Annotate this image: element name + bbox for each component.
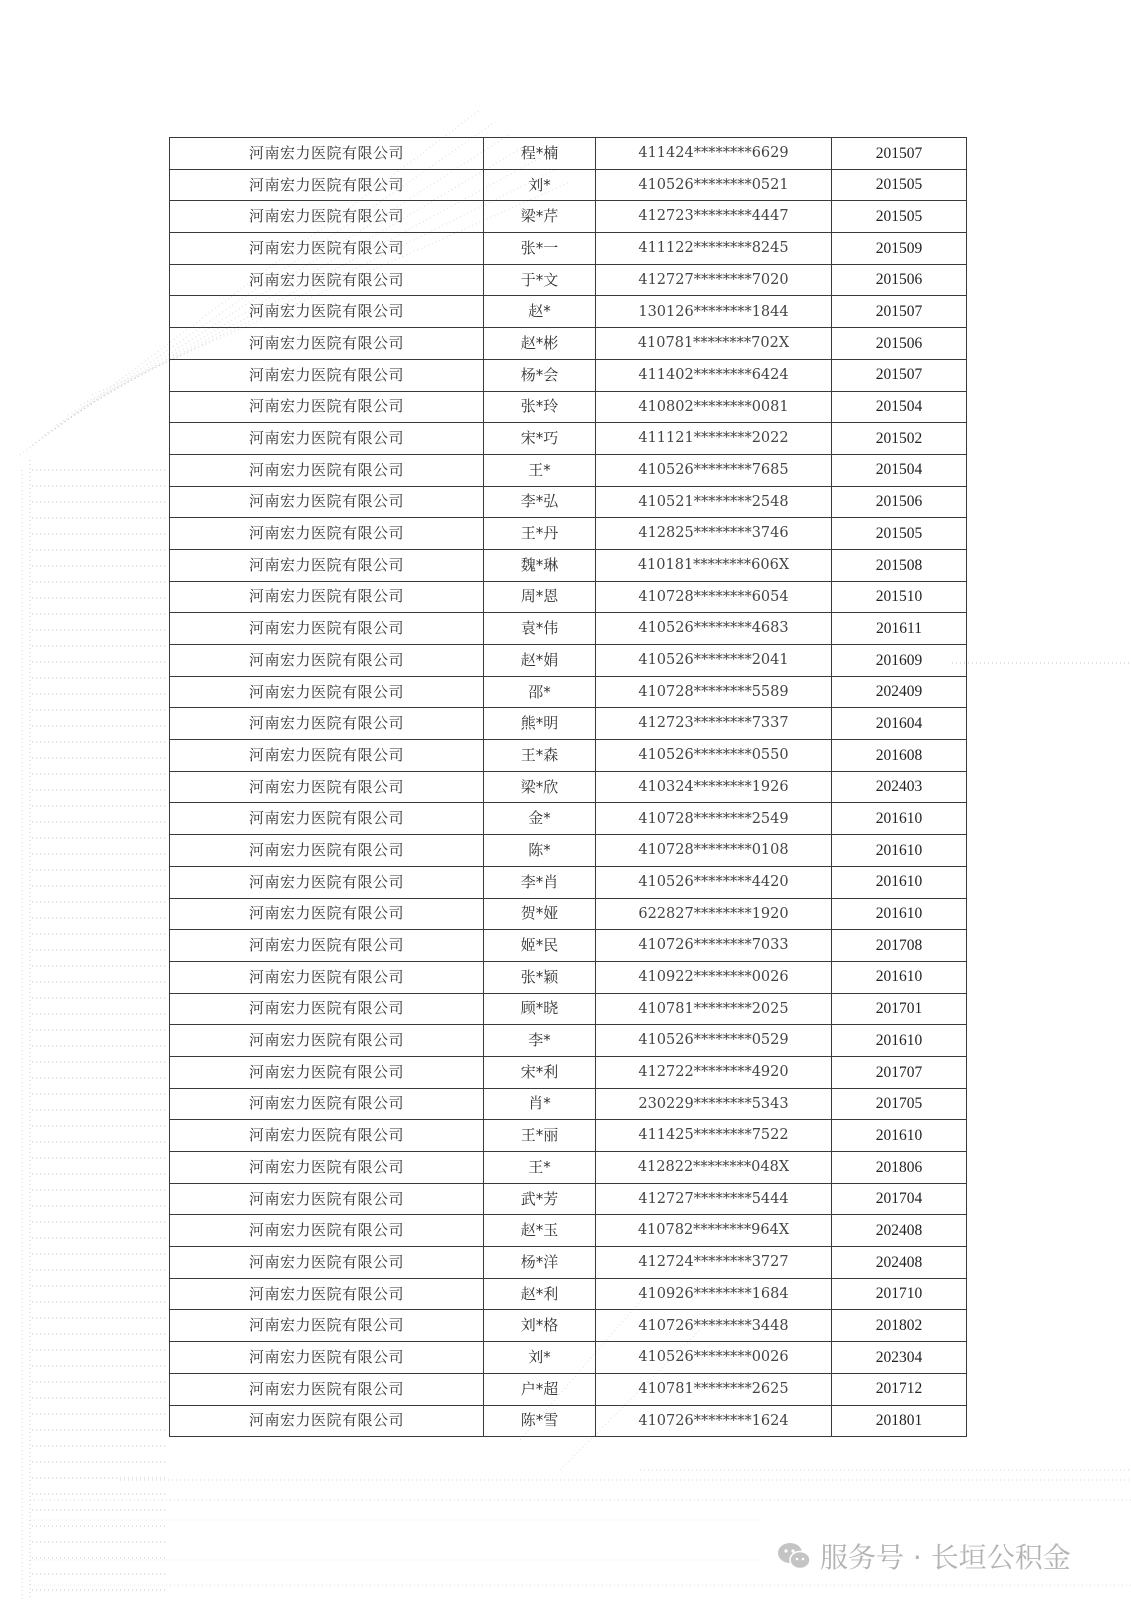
name-cell: 王*丽 bbox=[484, 1120, 596, 1152]
table-row bbox=[170, 866, 967, 898]
start-month-cell: 202408 bbox=[832, 1215, 967, 1247]
name-cell: 宋*巧 bbox=[484, 423, 596, 455]
start-month-cell: 201502 bbox=[832, 423, 967, 455]
id-number-cell: 410181********606X bbox=[596, 549, 832, 581]
name-cell: 杨*洋 bbox=[484, 1247, 596, 1279]
id-number-cell: 412825********3746 bbox=[596, 518, 832, 550]
name-cell: 张*颖 bbox=[484, 961, 596, 993]
name-cell: 袁*伟 bbox=[484, 613, 596, 645]
name-cell: 肖* bbox=[484, 1088, 596, 1120]
id-number-cell: 412723********7337 bbox=[596, 708, 832, 740]
company-cell: 河南宏力医院有限公司 bbox=[170, 1342, 484, 1374]
id-number-cell: 410726********7033 bbox=[596, 930, 832, 962]
table-row bbox=[170, 328, 967, 360]
name-cell: 赵*玉 bbox=[484, 1215, 596, 1247]
company-cell: 河南宏力医院有限公司 bbox=[170, 613, 484, 645]
id-number-cell: 410781********702X bbox=[596, 328, 832, 360]
id-number-cell: 412723********4447 bbox=[596, 201, 832, 233]
id-number-cell: 411122********8245 bbox=[596, 233, 832, 265]
watermark-text: 服务号 · 长垣公积金 bbox=[820, 1541, 1071, 1574]
company-cell: 河南宏力医院有限公司 bbox=[170, 708, 484, 740]
table-row bbox=[170, 1310, 967, 1342]
id-number-cell: 410728********6054 bbox=[596, 581, 832, 613]
id-number-cell: 410728********0108 bbox=[596, 835, 832, 867]
company-cell: 河南宏力医院有限公司 bbox=[170, 328, 484, 360]
start-month-cell: 201704 bbox=[832, 1183, 967, 1215]
company-cell: 河南宏力医院有限公司 bbox=[170, 835, 484, 867]
company-cell: 河南宏力医院有限公司 bbox=[170, 518, 484, 550]
id-number-cell: 411402********6424 bbox=[596, 359, 832, 391]
table-row bbox=[170, 138, 967, 170]
records-table-body bbox=[170, 138, 967, 1437]
table-row bbox=[170, 359, 967, 391]
name-cell: 赵*利 bbox=[484, 1278, 596, 1310]
table-row bbox=[170, 993, 967, 1025]
company-cell: 河南宏力医院有限公司 bbox=[170, 454, 484, 486]
id-number-cell: 410526********0529 bbox=[596, 1025, 832, 1057]
company-cell: 河南宏力医院有限公司 bbox=[170, 1088, 484, 1120]
table-row bbox=[170, 233, 967, 265]
id-number-cell: 410781********2025 bbox=[596, 993, 832, 1025]
name-cell: 刘*格 bbox=[484, 1310, 596, 1342]
name-cell: 张*一 bbox=[484, 233, 596, 265]
start-month-cell: 201510 bbox=[832, 581, 967, 613]
company-cell: 河南宏力医院有限公司 bbox=[170, 359, 484, 391]
table-row bbox=[170, 486, 967, 518]
name-cell: 魏*琳 bbox=[484, 549, 596, 581]
name-cell: 邵* bbox=[484, 676, 596, 708]
company-cell: 河南宏力医院有限公司 bbox=[170, 1056, 484, 1088]
company-cell: 河南宏力医院有限公司 bbox=[170, 645, 484, 677]
id-number-cell: 411425********7522 bbox=[596, 1120, 832, 1152]
id-number-cell: 410526********0521 bbox=[596, 169, 832, 201]
records-table bbox=[169, 137, 967, 1437]
start-month-cell: 201611 bbox=[832, 613, 967, 645]
company-cell: 河南宏力医院有限公司 bbox=[170, 1405, 484, 1437]
name-cell: 陈* bbox=[484, 835, 596, 867]
name-cell: 杨*会 bbox=[484, 359, 596, 391]
start-month-cell: 201707 bbox=[832, 1056, 967, 1088]
company-cell: 河南宏力医院有限公司 bbox=[170, 930, 484, 962]
id-number-cell: 410781********2625 bbox=[596, 1373, 832, 1405]
table-row bbox=[170, 423, 967, 455]
start-month-cell: 201610 bbox=[832, 961, 967, 993]
id-number-cell: 410926********1684 bbox=[596, 1278, 832, 1310]
table-row bbox=[170, 803, 967, 835]
company-cell: 河南宏力医院有限公司 bbox=[170, 740, 484, 772]
table-row bbox=[170, 581, 967, 613]
company-cell: 河南宏力医院有限公司 bbox=[170, 1373, 484, 1405]
table-row bbox=[170, 645, 967, 677]
company-cell: 河南宏力医院有限公司 bbox=[170, 803, 484, 835]
company-cell: 河南宏力医院有限公司 bbox=[170, 771, 484, 803]
id-number-cell: 412722********4920 bbox=[596, 1056, 832, 1088]
id-number-cell: 410922********0026 bbox=[596, 961, 832, 993]
table-row bbox=[170, 454, 967, 486]
company-cell: 河南宏力医院有限公司 bbox=[170, 1215, 484, 1247]
company-cell: 河南宏力医院有限公司 bbox=[170, 1183, 484, 1215]
start-month-cell: 201507 bbox=[832, 296, 967, 328]
id-number-cell: 412727********7020 bbox=[596, 264, 832, 296]
company-cell: 河南宏力医院有限公司 bbox=[170, 1152, 484, 1184]
name-cell: 赵*彬 bbox=[484, 328, 596, 360]
id-number-cell: 410526********0026 bbox=[596, 1342, 832, 1374]
table-row bbox=[170, 1025, 967, 1057]
table-row bbox=[170, 1088, 967, 1120]
company-cell: 河南宏力医院有限公司 bbox=[170, 1310, 484, 1342]
table-row bbox=[170, 1278, 967, 1310]
company-cell: 河南宏力医院有限公司 bbox=[170, 866, 484, 898]
id-number-cell: 411121********2022 bbox=[596, 423, 832, 455]
table-row bbox=[170, 1373, 967, 1405]
table-row bbox=[170, 1405, 967, 1437]
table-row bbox=[170, 201, 967, 233]
id-number-cell: 410726********1624 bbox=[596, 1405, 832, 1437]
start-month-cell: 201505 bbox=[832, 518, 967, 550]
id-number-cell: 412822********048X bbox=[596, 1152, 832, 1184]
id-number-cell: 622827********1920 bbox=[596, 898, 832, 930]
table-row bbox=[170, 1152, 967, 1184]
company-cell: 河南宏力医院有限公司 bbox=[170, 676, 484, 708]
company-cell: 河南宏力医院有限公司 bbox=[170, 169, 484, 201]
name-cell: 户*超 bbox=[484, 1373, 596, 1405]
start-month-cell: 201506 bbox=[832, 486, 967, 518]
start-month-cell: 201806 bbox=[832, 1152, 967, 1184]
start-month-cell: 201604 bbox=[832, 708, 967, 740]
name-cell: 赵* bbox=[484, 296, 596, 328]
start-month-cell: 201710 bbox=[832, 1278, 967, 1310]
start-month-cell: 201507 bbox=[832, 138, 967, 170]
table-row bbox=[170, 1183, 967, 1215]
name-cell: 李*弘 bbox=[484, 486, 596, 518]
id-number-cell: 230229********5343 bbox=[596, 1088, 832, 1120]
table-row bbox=[170, 1247, 967, 1279]
company-cell: 河南宏力医院有限公司 bbox=[170, 423, 484, 455]
start-month-cell: 201507 bbox=[832, 359, 967, 391]
start-month-cell: 201708 bbox=[832, 930, 967, 962]
start-month-cell: 202304 bbox=[832, 1342, 967, 1374]
start-month-cell: 201609 bbox=[832, 645, 967, 677]
table-row bbox=[170, 1056, 967, 1088]
table-row bbox=[170, 708, 967, 740]
company-cell: 河南宏力医院有限公司 bbox=[170, 391, 484, 423]
name-cell: 刘* bbox=[484, 1342, 596, 1374]
table-row bbox=[170, 169, 967, 201]
start-month-cell: 201610 bbox=[832, 898, 967, 930]
table-row bbox=[170, 676, 967, 708]
name-cell: 王*丹 bbox=[484, 518, 596, 550]
start-month-cell: 202408 bbox=[832, 1247, 967, 1279]
start-month-cell: 202403 bbox=[832, 771, 967, 803]
company-cell: 河南宏力医院有限公司 bbox=[170, 549, 484, 581]
company-cell: 河南宏力医院有限公司 bbox=[170, 961, 484, 993]
start-month-cell: 201505 bbox=[832, 201, 967, 233]
id-number-cell: 410526********4420 bbox=[596, 866, 832, 898]
start-month-cell: 201504 bbox=[832, 454, 967, 486]
company-cell: 河南宏力医院有限公司 bbox=[170, 581, 484, 613]
company-cell: 河南宏力医院有限公司 bbox=[170, 1247, 484, 1279]
table-row bbox=[170, 296, 967, 328]
table-row bbox=[170, 613, 967, 645]
name-cell: 王*森 bbox=[484, 740, 596, 772]
start-month-cell: 201610 bbox=[832, 835, 967, 867]
start-month-cell: 201509 bbox=[832, 233, 967, 265]
id-number-cell: 410802********0081 bbox=[596, 391, 832, 423]
start-month-cell: 201506 bbox=[832, 328, 967, 360]
table-row bbox=[170, 391, 967, 423]
name-cell: 金* bbox=[484, 803, 596, 835]
id-number-cell: 410526********2041 bbox=[596, 645, 832, 677]
table-row bbox=[170, 898, 967, 930]
start-month-cell: 201701 bbox=[832, 993, 967, 1025]
id-number-cell: 410526********4683 bbox=[596, 613, 832, 645]
table-row bbox=[170, 549, 967, 581]
company-cell: 河南宏力医院有限公司 bbox=[170, 201, 484, 233]
id-number-cell: 130126********1844 bbox=[596, 296, 832, 328]
name-cell: 李* bbox=[484, 1025, 596, 1057]
company-cell: 河南宏力医院有限公司 bbox=[170, 486, 484, 518]
name-cell: 周*恩 bbox=[484, 581, 596, 613]
name-cell: 梁*欣 bbox=[484, 771, 596, 803]
company-cell: 河南宏力医院有限公司 bbox=[170, 1278, 484, 1310]
id-number-cell: 412727********5444 bbox=[596, 1183, 832, 1215]
id-number-cell: 410728********5589 bbox=[596, 676, 832, 708]
table-row bbox=[170, 771, 967, 803]
start-month-cell: 201705 bbox=[832, 1088, 967, 1120]
id-number-cell: 410728********2549 bbox=[596, 803, 832, 835]
id-number-cell: 410521********2548 bbox=[596, 486, 832, 518]
table-row bbox=[170, 1342, 967, 1374]
start-month-cell: 202409 bbox=[832, 676, 967, 708]
table-row bbox=[170, 1215, 967, 1247]
start-month-cell: 201610 bbox=[832, 866, 967, 898]
start-month-cell: 201802 bbox=[832, 1310, 967, 1342]
company-cell: 河南宏力医院有限公司 bbox=[170, 264, 484, 296]
id-number-cell: 410526********0550 bbox=[596, 740, 832, 772]
name-cell: 梁*芹 bbox=[484, 201, 596, 233]
start-month-cell: 201610 bbox=[832, 1120, 967, 1152]
company-cell: 河南宏力医院有限公司 bbox=[170, 1025, 484, 1057]
start-month-cell: 201508 bbox=[832, 549, 967, 581]
name-cell: 张*玲 bbox=[484, 391, 596, 423]
name-cell: 程*楠 bbox=[484, 138, 596, 170]
table-row bbox=[170, 930, 967, 962]
start-month-cell: 201608 bbox=[832, 740, 967, 772]
start-month-cell: 201506 bbox=[832, 264, 967, 296]
id-number-cell: 410526********7685 bbox=[596, 454, 832, 486]
name-cell: 顾*晓 bbox=[484, 993, 596, 1025]
start-month-cell: 201801 bbox=[832, 1405, 967, 1437]
name-cell: 姬*民 bbox=[484, 930, 596, 962]
start-month-cell: 201610 bbox=[832, 1025, 967, 1057]
name-cell: 贺*娅 bbox=[484, 898, 596, 930]
company-cell: 河南宏力医院有限公司 bbox=[170, 138, 484, 170]
name-cell: 王* bbox=[484, 454, 596, 486]
company-cell: 河南宏力医院有限公司 bbox=[170, 233, 484, 265]
table-row bbox=[170, 740, 967, 772]
name-cell: 陈*雪 bbox=[484, 1405, 596, 1437]
wechat-icon bbox=[776, 1541, 812, 1571]
watermark bbox=[776, 1536, 1071, 1576]
company-cell: 河南宏力医院有限公司 bbox=[170, 1120, 484, 1152]
name-cell: 武*芳 bbox=[484, 1183, 596, 1215]
name-cell: 李*肖 bbox=[484, 866, 596, 898]
name-cell: 赵*娟 bbox=[484, 645, 596, 677]
table-row bbox=[170, 518, 967, 550]
name-cell: 宋*利 bbox=[484, 1056, 596, 1088]
name-cell: 于*文 bbox=[484, 264, 596, 296]
company-cell: 河南宏力医院有限公司 bbox=[170, 296, 484, 328]
start-month-cell: 201712 bbox=[832, 1373, 967, 1405]
company-cell: 河南宏力医院有限公司 bbox=[170, 993, 484, 1025]
name-cell: 刘* bbox=[484, 169, 596, 201]
name-cell: 王* bbox=[484, 1152, 596, 1184]
id-number-cell: 410324********1926 bbox=[596, 771, 832, 803]
start-month-cell: 201504 bbox=[832, 391, 967, 423]
start-month-cell: 201505 bbox=[832, 169, 967, 201]
table-row bbox=[170, 1120, 967, 1152]
table-row bbox=[170, 961, 967, 993]
start-month-cell: 201610 bbox=[832, 803, 967, 835]
company-cell: 河南宏力医院有限公司 bbox=[170, 898, 484, 930]
id-number-cell: 410782********964X bbox=[596, 1215, 832, 1247]
id-number-cell: 411424********6629 bbox=[596, 138, 832, 170]
table-row bbox=[170, 264, 967, 296]
id-number-cell: 412724********3727 bbox=[596, 1247, 832, 1279]
id-number-cell: 410726********3448 bbox=[596, 1310, 832, 1342]
table-row bbox=[170, 835, 967, 867]
name-cell: 熊*明 bbox=[484, 708, 596, 740]
